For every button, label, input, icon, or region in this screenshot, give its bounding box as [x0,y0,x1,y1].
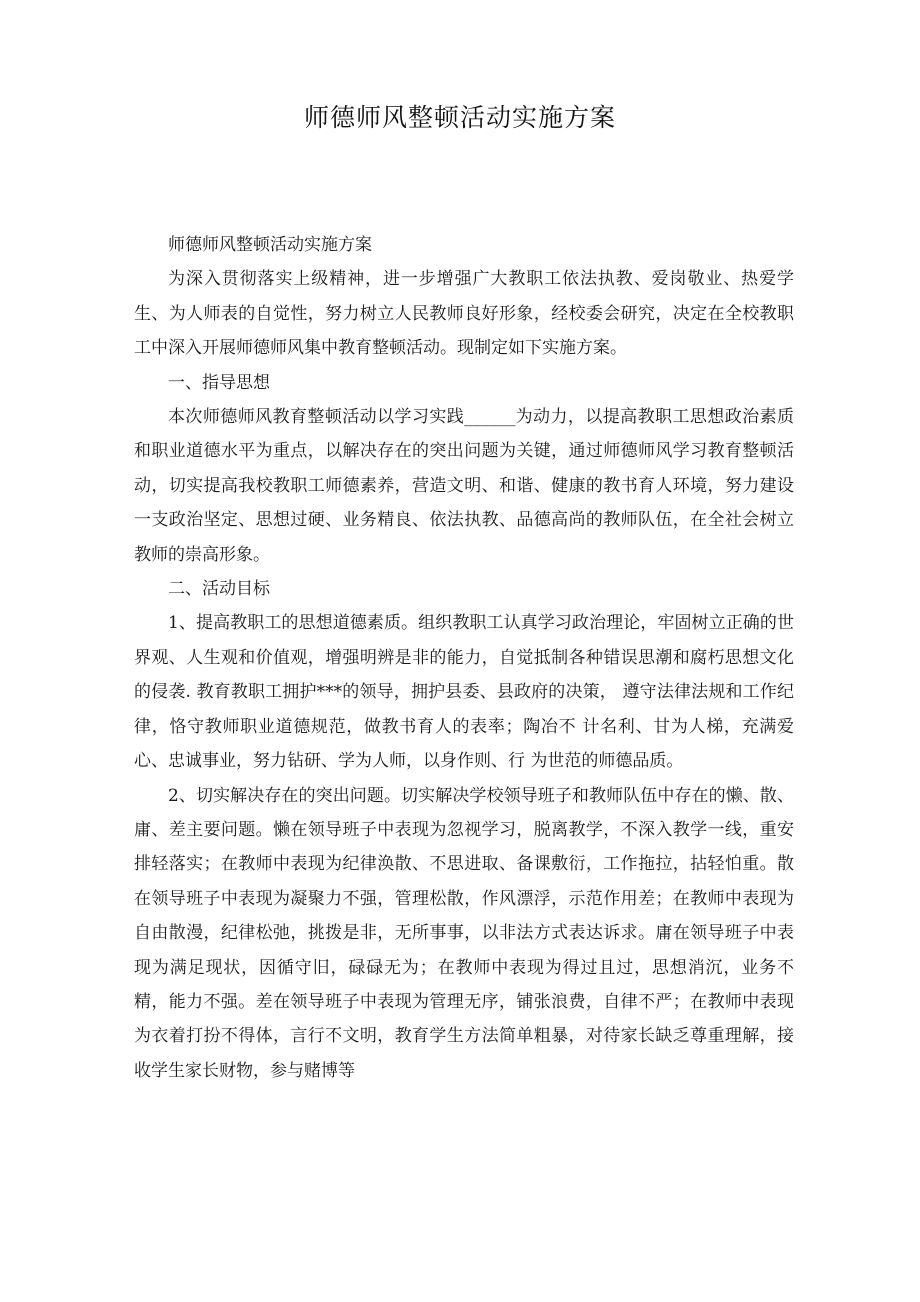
section-heading-guiding-thought: 一、指导思想 [168,372,270,393]
document-subtitle: 师德师风整顿活动实施方案 [168,235,372,255]
intro-paragraph: 为深入贯彻落实上级精神，进一步增强广大教职工依法执教、爱岗敬业、热爱学生、为人师表的自觉性，努力树立人民教师良好形象，经校委会研究，决定在全校教职工中深入开展师德师风集中教育整顿活动。现制定如下实施方案。 [134,269,794,359]
goal-paragraph-1: 1、提高教职工的思想道德素质。组织教职工认真学习政治理论，牢固树立正确的世界观、人生观和价值观，增强明辨是非的能力，自觉抵制各种错误思潮和腐朽思想文化的侵袭. 教育教职工拥护***的领导，拥护县委、县政府的决策， 遵守法律法规和工作纪律，恪守教师职业道德规范，做教书育人的表率；陶冶不 计名利、甘为人梯，充满爱心、忠诚事业，努力钻研、学为人师，以身作则、行 为世范的师德品质。 [134,613,794,772]
section-heading-activity-goals: 二、活动目标 [168,579,270,600]
document-body [134,228,794,1088]
guiding-thought-paragraph: 本次师德师风教育整顿活动以学习实践______为动力，以提高教职工思想政治素质和职业道德水平为重点，以解决存在的突出问题为关键，通过师德师风学习教育整顿活动，切实提高我校教职工师德素养，营造文明、和谐、健康的教书育人环境，努力建设一支政治坚定、思想过硬、业务精良、依法执教、品德高尚的教师队伍，在全社会树立教师的崇高形象。 [134,407,794,565]
goal-paragraph-2: 2、切实解决存在的突出问题。切实解决学校领导班子和教师队伍中存在的懒、散、庸、差主要问题。懒在领导班子中表现为忽视学习，脱离教学，不深入教学一线，重安排轻落实；在教师中表现为纪律涣散、不思进取、备课敷衍，工作拖拉，拈轻怕重。散在领导班子中表现为凝聚力不强，管理松散，作风漂浮，示范作用差；在教师中表现为自由散漫，纪律松弛，挑拨是非，无所事事，以非法方式表达诉求。庸在领导班子中表现为满足现状，因循守旧，碌碌无为；在教师中表现为得过且过，思想消沉，业务不精，能力不强。差在领导班子中表现为管理无序，铺张浪费，自律不严；在教师中表现为衣着打扮不得体，言行不文明，教育学生方法简单粗暴，对待家长缺乏尊重理解，接收学生家长财物，参与赌博等 [134,785,794,1081]
document-title: 师德师风整顿活动实施方案 [303,103,616,132]
